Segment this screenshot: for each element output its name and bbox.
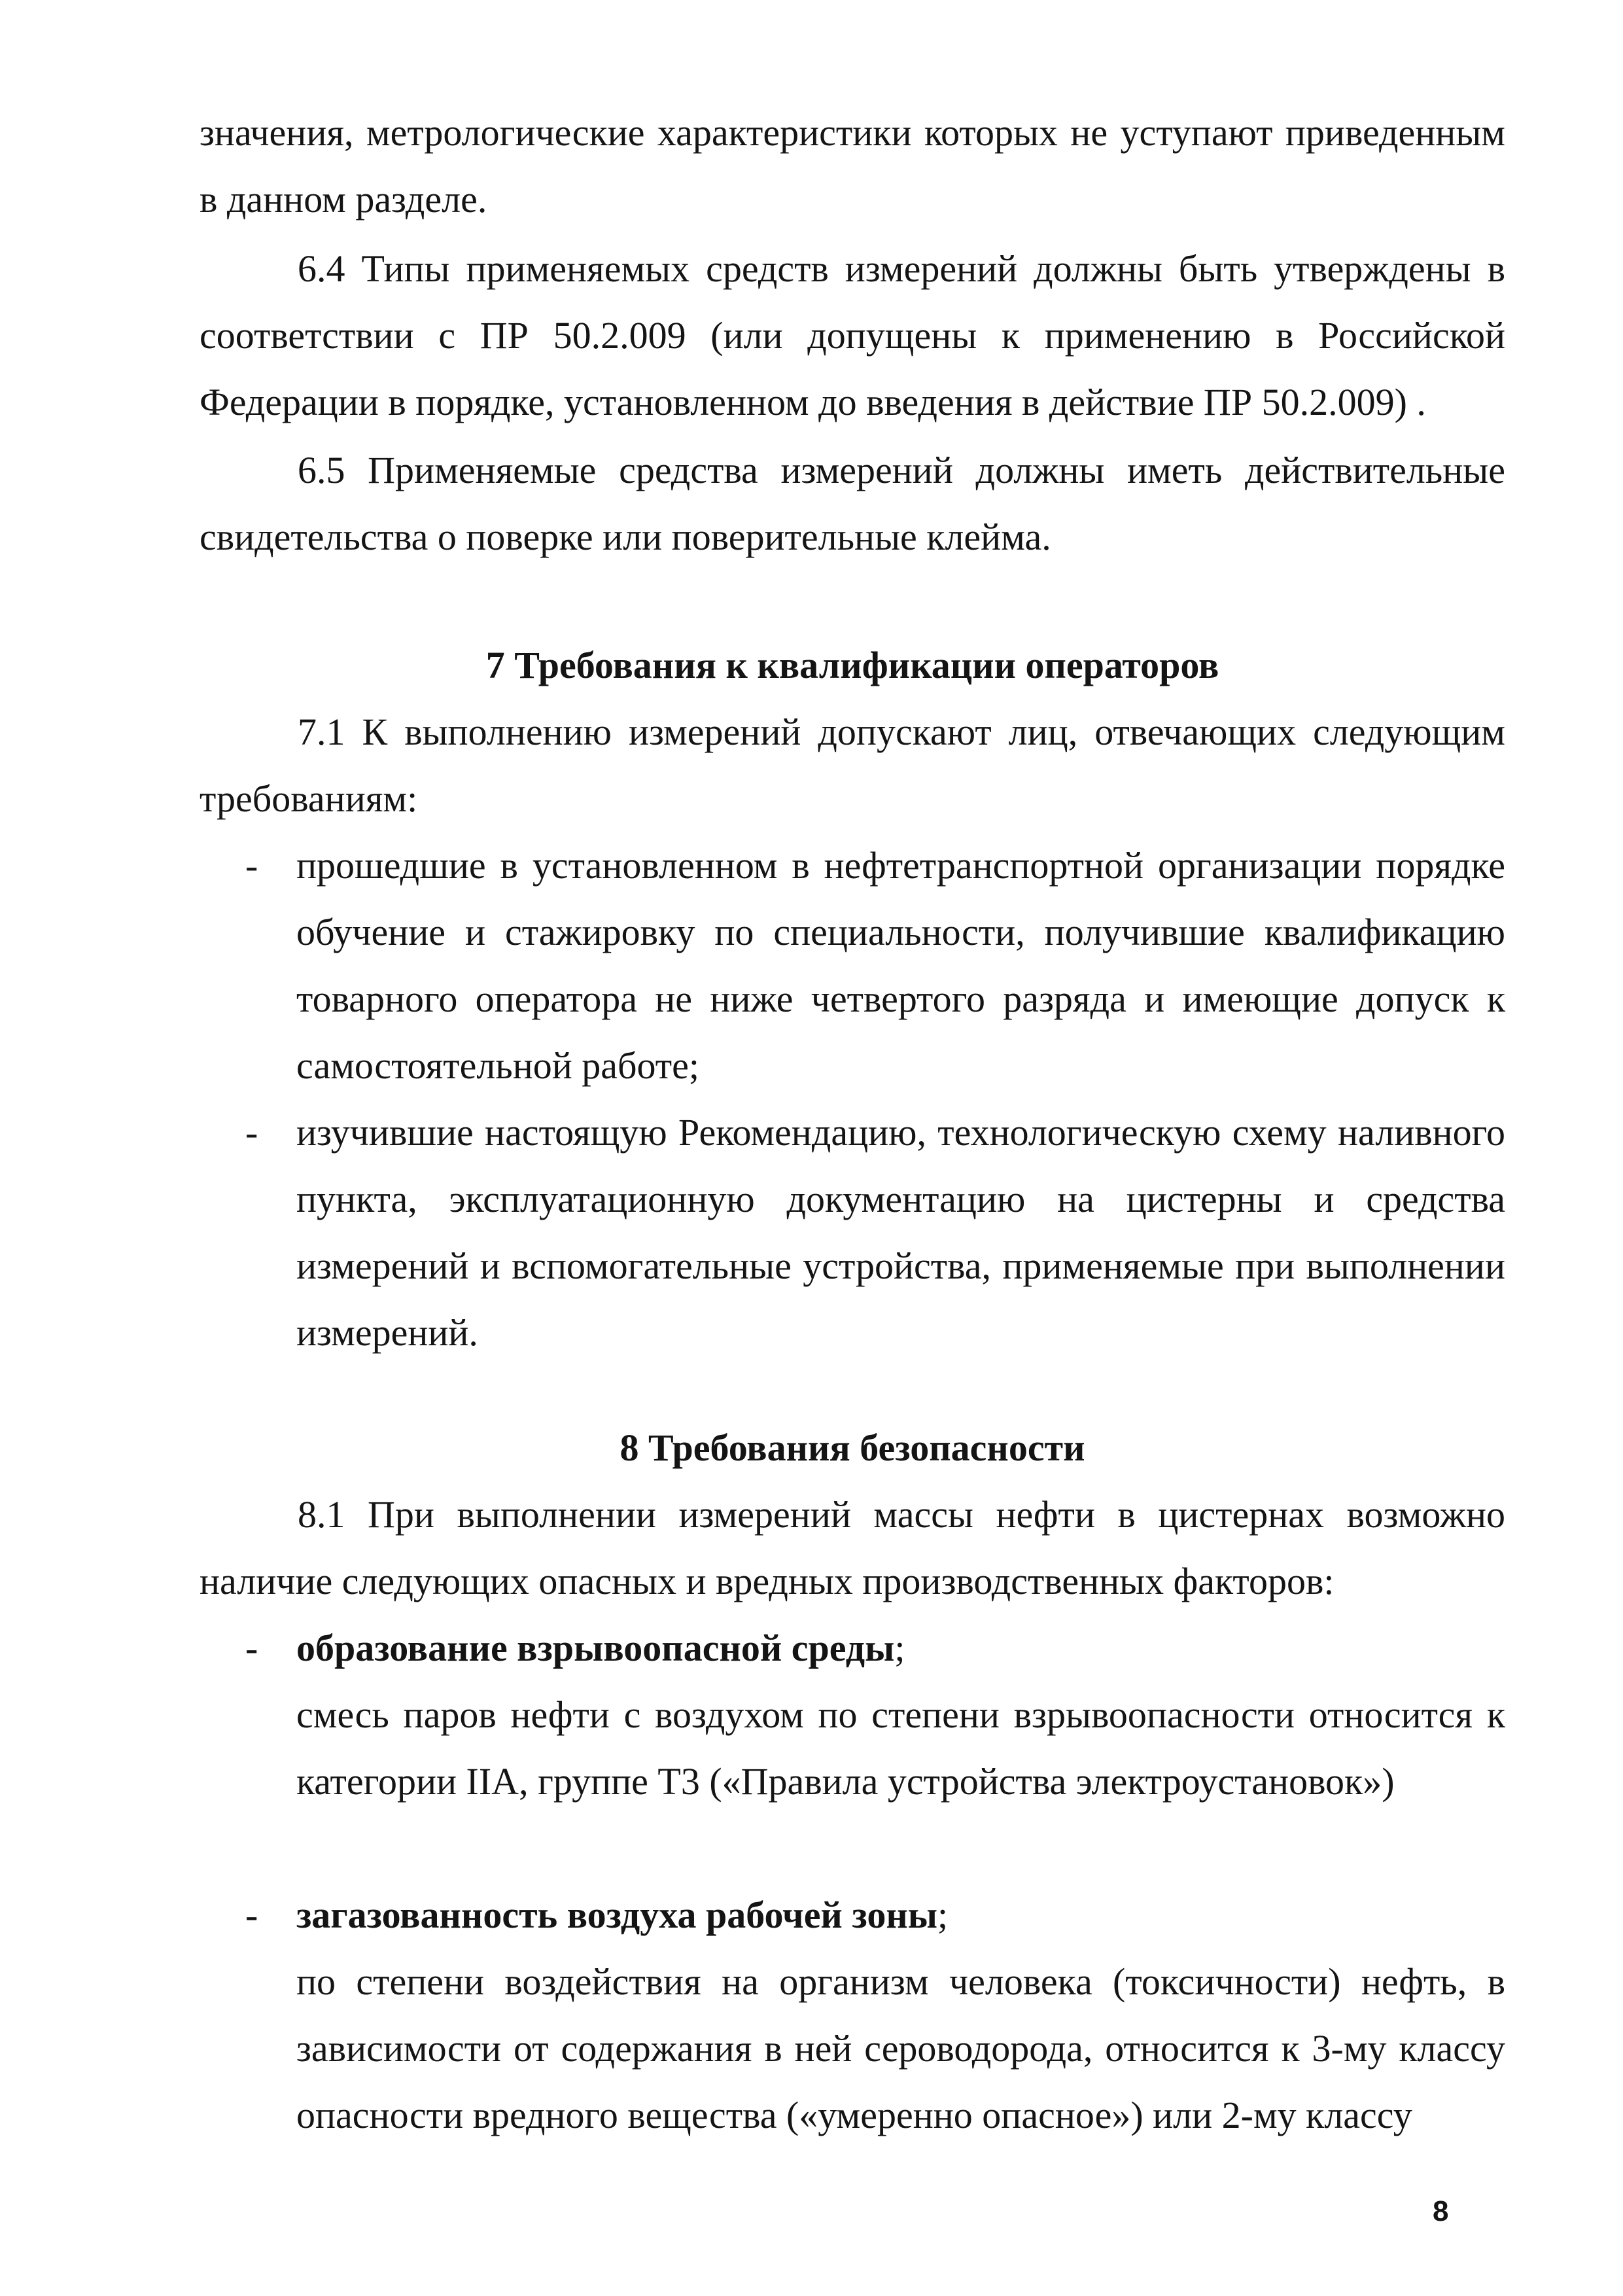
hazard-factor-title-suffix: ;: [894, 1627, 905, 1669]
requirement-item-text: прошедшие в установленном в нефтетранспортной организации порядке обучение и стажировку по специальности, получившие квалификацию товарного оператора не ниже четвертого разряда и имеющие допуск к самостоятельной работе;: [296, 844, 1505, 1087]
list-dash: -: [245, 1894, 258, 1936]
requirement-item: [200, 1099, 1505, 1366]
requirement-item-text: изучившие настоящую Рекомендацию, технологическую схему наливного пункта, эксплуатационную документацию на цистерны и средства измерений и вспомогательные устройства, применяемые при выполнении измерений.: [296, 1111, 1505, 1354]
section-8-heading: 8 Требования безопасности: [620, 1426, 1085, 1469]
list-dash: -: [245, 1111, 258, 1154]
hazard-factor-description: смесь паров нефти с воздухом по степени взрывоопасности относится к категории IIA, группе Т3 («Правила устройства электроустановок»): [296, 1693, 1505, 1803]
hazard-factor-description: по степени воздействия на организм человека (токсичности) нефть, в зависимости от содержания в ней сероводорода, относится к 3-му классу опасности вредного вещества («умеренно опасное») или 2-му классу: [296, 1960, 1505, 2136]
continuation-paragraph: значения, метрологические характеристики которых не уступают приведенным в данном разделе.: [200, 111, 1505, 221]
hazard-factor-title-line: [296, 1882, 1505, 1949]
paragraph-8-1-text: 8.1 При выполнении измерений массы нефти в цистернах возможно наличие следующих опасных и вредных производственных факторов:: [200, 1493, 1505, 1602]
paragraph-6-5: 6.5 Применяемые средства измерений должны иметь действительные свидетельства о поверке или поверительные клейма.: [200, 449, 1505, 558]
list-dash: -: [245, 1627, 258, 1669]
hazard-factor-title-line: [296, 1615, 1505, 1682]
list-dash: -: [245, 844, 258, 887]
paragraph-8-1: [200, 1481, 1505, 1615]
section-7-heading: 7 Требования к квалификации операторов: [485, 644, 1219, 686]
paragraph-7-1: [200, 699, 1505, 832]
paragraph-6-4: 6.4 Типы применяемых средств измерений должны быть утверждены в соответствии с ПР 50.2.009 (или допущены к применению в Российской Федерации в порядке, установленном до введения в действие ПР 50.2.009) .: [200, 247, 1505, 423]
page-number: 8: [1433, 2195, 1449, 2227]
hazard-factor-title: загазованность воздуха рабочей зоны: [296, 1894, 938, 1936]
hazard-factor: [200, 1882, 1505, 2149]
hazard-factor-title-suffix: ;: [937, 1894, 949, 1936]
hazard-factor-title: образование взрывоопасной среды: [296, 1627, 895, 1669]
requirement-item: [200, 832, 1505, 1099]
paragraph-7-1-text: 7.1 К выполнению измерений допускают лиц, отвечающих следующим требованиям:: [200, 711, 1505, 820]
hazard-factor: [200, 1615, 1505, 1815]
